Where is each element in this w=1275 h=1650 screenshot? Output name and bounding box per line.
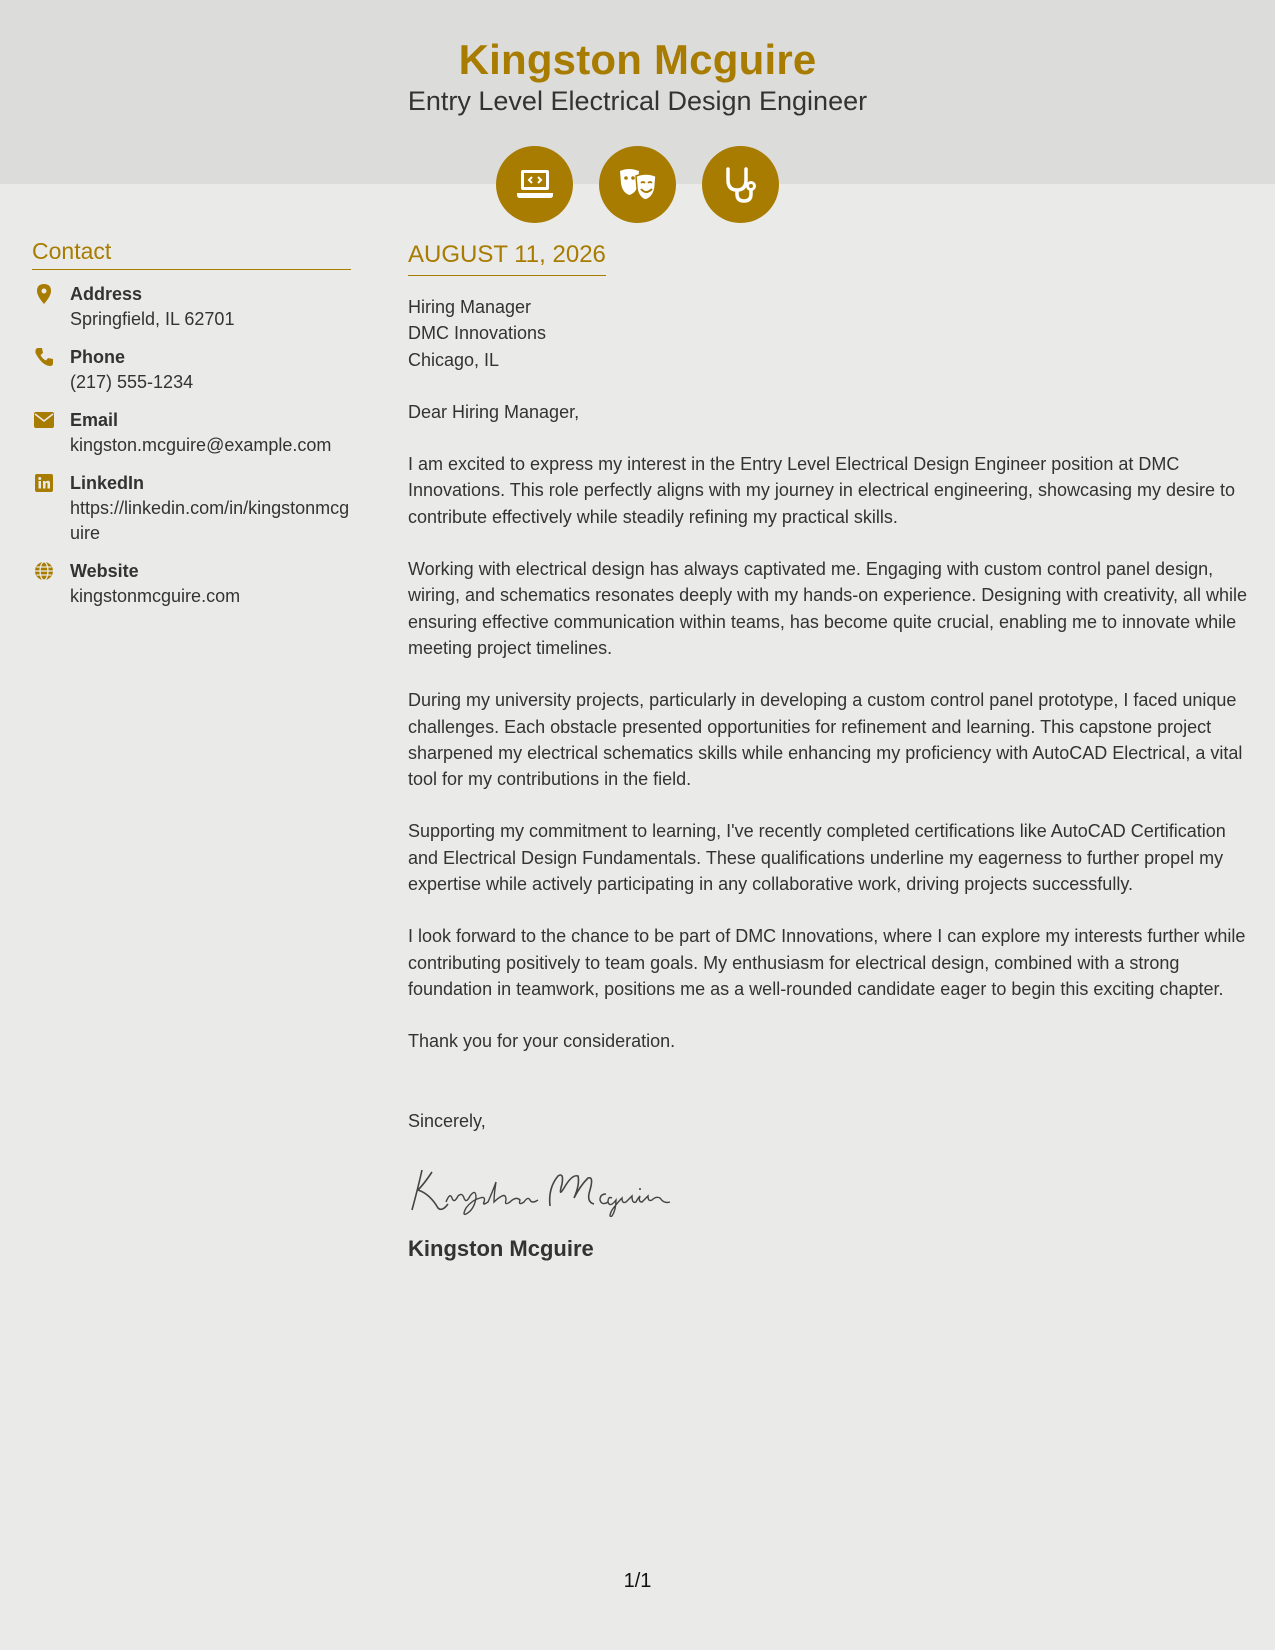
recipient-line: Hiring Manager bbox=[408, 297, 532, 317]
hobby-icons bbox=[496, 146, 779, 223]
phone-value: (217) 555-1234 bbox=[70, 372, 194, 392]
handwritten-signature bbox=[408, 1158, 1251, 1218]
sidebar bbox=[32, 238, 351, 622]
theater-masks-icon bbox=[599, 146, 676, 223]
letter-date: AUGUST 11, 2026 bbox=[408, 241, 606, 276]
job-title: Entry Level Electrical Design Engineer bbox=[407, 86, 868, 116]
location-pin-icon bbox=[32, 282, 56, 306]
laptop-code-icon bbox=[496, 146, 573, 223]
contact-address bbox=[32, 282, 351, 332]
letter-paragraph: Working with electrical design has always captivated me. Engaging with custom control panel design, wiring, and schematics resonates deeply with my hands-on experience. Designing with creativity, all while ensuring effective communication within teams, has become quite crucial, enabling me to innovate while meeting project timelines. bbox=[408, 559, 1248, 658]
contact-website bbox=[32, 559, 351, 609]
contact-phone bbox=[32, 345, 351, 395]
linkedin-value[interactable]: https://linkedin.com/in/kingstonmcguire bbox=[70, 498, 350, 543]
closing: Sincerely, bbox=[408, 1110, 486, 1131]
stethoscope-icon bbox=[702, 146, 779, 223]
letter-paragraph: I look forward to the chance to be part of DMC Innovations, where I can explore my interests further while contributing positively to team goals. My enthusiasm for electrical design, combined with a strong foundation in teamwork, positions me as a well-rounded candidate eager to begin this exciting chapter. bbox=[408, 926, 1246, 999]
website-value[interactable]: kingstonmcguire.com bbox=[70, 586, 241, 606]
salutation: Dear Hiring Manager, bbox=[408, 401, 580, 422]
page-number: 1/1 bbox=[623, 1570, 652, 1592]
contact-section-title: Contact bbox=[32, 238, 351, 270]
recipient-block bbox=[408, 294, 1251, 373]
recipient-line: DMC Innovations bbox=[408, 323, 547, 344]
candidate-name: Kingston Mcguire bbox=[458, 36, 817, 83]
website-label: Website bbox=[70, 561, 139, 581]
signed-name: Kingston Mcguire bbox=[408, 1235, 594, 1261]
linkedin-label: LinkedIn bbox=[70, 473, 145, 493]
address-label: Address bbox=[70, 284, 143, 304]
letter-paragraph: Supporting my commitment to learning, I've recently completed certifications like AutoCAD Certification and Electrical Design Fundamentals. These qualifications underline my eagerness to further propel my expertise while actively participating in any collaborative work, driving projects successfully. bbox=[408, 821, 1226, 895]
contact-email bbox=[32, 408, 351, 458]
globe-icon bbox=[32, 559, 56, 583]
phone-icon bbox=[32, 345, 56, 369]
recipient-line: Chicago, IL bbox=[408, 349, 500, 370]
phone-label: Phone bbox=[70, 347, 126, 367]
address-value: Springfield, IL 62701 bbox=[70, 309, 235, 329]
email-label: Email bbox=[70, 410, 119, 430]
letter-body bbox=[408, 241, 1251, 1262]
letter-paragraph: I am excited to express my interest in the Entry Level Electrical Design Engineer position at DMC Innovations. This role perfectly aligns with my journey in electrical engineering, showcasing my desire to contribute effectively while steadily refining my practical skills. bbox=[408, 454, 1236, 527]
thank-you-line: Thank you for your consideration. bbox=[408, 1031, 676, 1052]
email-value[interactable]: kingston.mcguire@example.com bbox=[70, 435, 332, 455]
linkedin-icon bbox=[32, 471, 56, 495]
contact-linkedin bbox=[32, 471, 351, 546]
envelope-icon bbox=[32, 408, 56, 432]
letter-paragraph: During my university projects, particularly in developing a custom control panel prototype, I faced unique challenges. Each obstacle presented opportunities for refinement and learning. This capstone project sharpened my electrical schematics skills while enhancing my proficiency with AutoCAD Electrical, a vital tool for my contributions in the field. bbox=[408, 690, 1243, 790]
